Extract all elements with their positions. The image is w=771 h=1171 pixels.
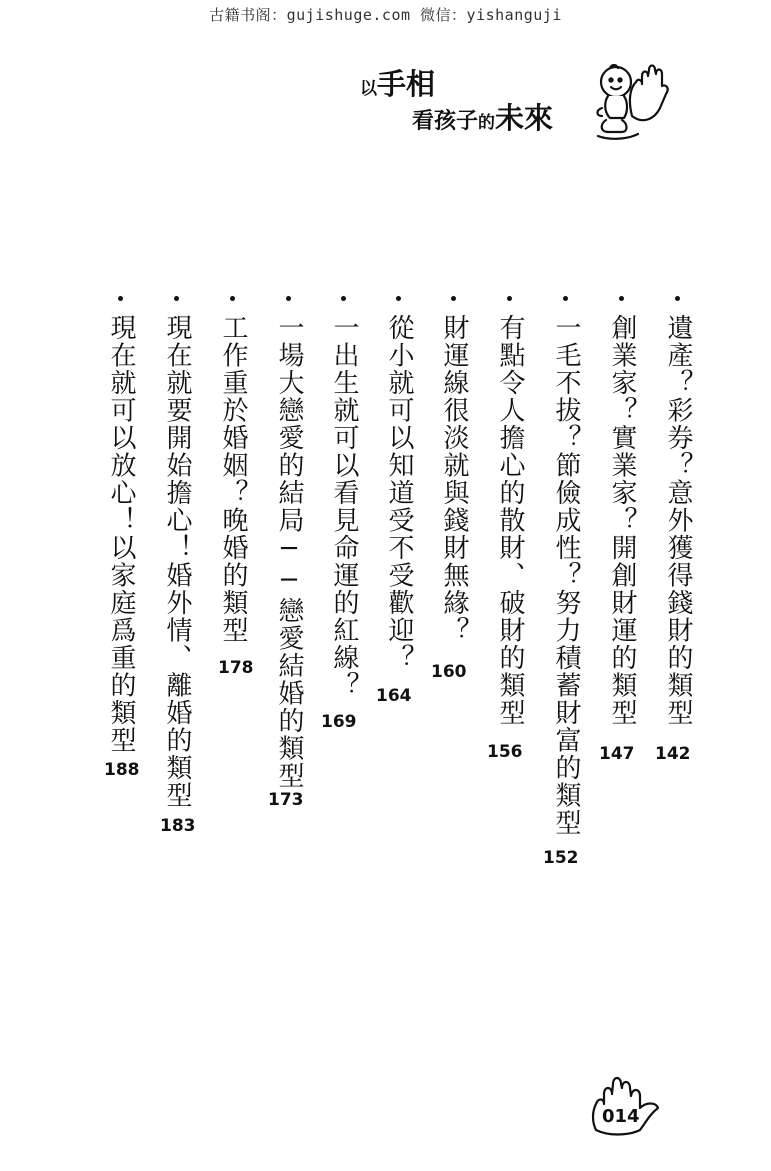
toc-entry-title: 從小就可以知道受不受歡迎？ <box>384 314 414 672</box>
bullet-dot <box>619 296 624 301</box>
toc-entry-title: 工作重於婚姻？晚婚的類型 <box>218 314 248 644</box>
bullet-dot <box>174 296 179 301</box>
bullet-dot <box>451 296 456 301</box>
toc-entry-page: 178 <box>218 658 254 678</box>
toc-entry-page: 183 <box>160 816 196 836</box>
toc-entry-page: 147 <box>599 744 635 764</box>
title-part: 的 <box>478 113 496 133</box>
title-part: 孩子 <box>434 108 479 134</box>
bullet-dot <box>118 296 123 301</box>
toc-entry-page: 160 <box>431 662 467 682</box>
bullet-dot <box>286 296 291 301</box>
bullet-dot <box>230 296 235 301</box>
toc-entry-page: 164 <box>376 686 412 706</box>
page-number-badge <box>588 1072 668 1136</box>
toc-entry-page: 173 <box>268 790 304 810</box>
title-part: 看 <box>412 108 435 134</box>
toc-entry-title: 一場大戀愛的結局──戀愛結婚的類型 <box>274 314 304 790</box>
toc-entry-title: 財運線很淡就與錢財無緣？ <box>439 314 469 644</box>
toc-entry-title: 現在就可以放心！以家庭爲重的類型 <box>106 314 136 754</box>
toc-entry-title: 遺產？彩券？意外獲得錢財的類型 <box>663 314 693 727</box>
bullet-dot <box>396 296 401 301</box>
title-part: 以 <box>360 79 377 99</box>
toc-entry-title: 一毛不拔？節儉成性？努力積蓄財富的類型 <box>551 314 581 837</box>
title-part: 手相 <box>377 67 436 101</box>
toc-entry-page: 188 <box>104 760 140 780</box>
toc-entry-page: 156 <box>487 742 523 762</box>
page-number: 014 <box>602 1106 640 1127</box>
bullet-dot <box>675 296 680 301</box>
bullet-dot <box>507 296 512 301</box>
watermark-text: 古籍书阁：gujishuge.com 微信：yishanguji <box>209 6 562 24</box>
toc-entry-page: 169 <box>321 712 357 732</box>
toc-entry-page: 152 <box>543 848 579 868</box>
bullet-dot <box>341 296 346 301</box>
toc-entry-title: 創業家？實業家？開創財運的類型 <box>607 314 637 727</box>
toc-entry-page: 142 <box>655 744 691 764</box>
title-part: 未來 <box>495 101 554 135</box>
bullet-dot <box>563 296 568 301</box>
toc-entry-title: 現在就要開始擔心！婚外情、離婚的類型 <box>162 314 192 809</box>
toc-entry-title: 一出生就可以看見命運的紅線？ <box>329 314 359 699</box>
toc-entry-title: 有點令人擔心的散財、破財的類型 <box>495 314 525 727</box>
